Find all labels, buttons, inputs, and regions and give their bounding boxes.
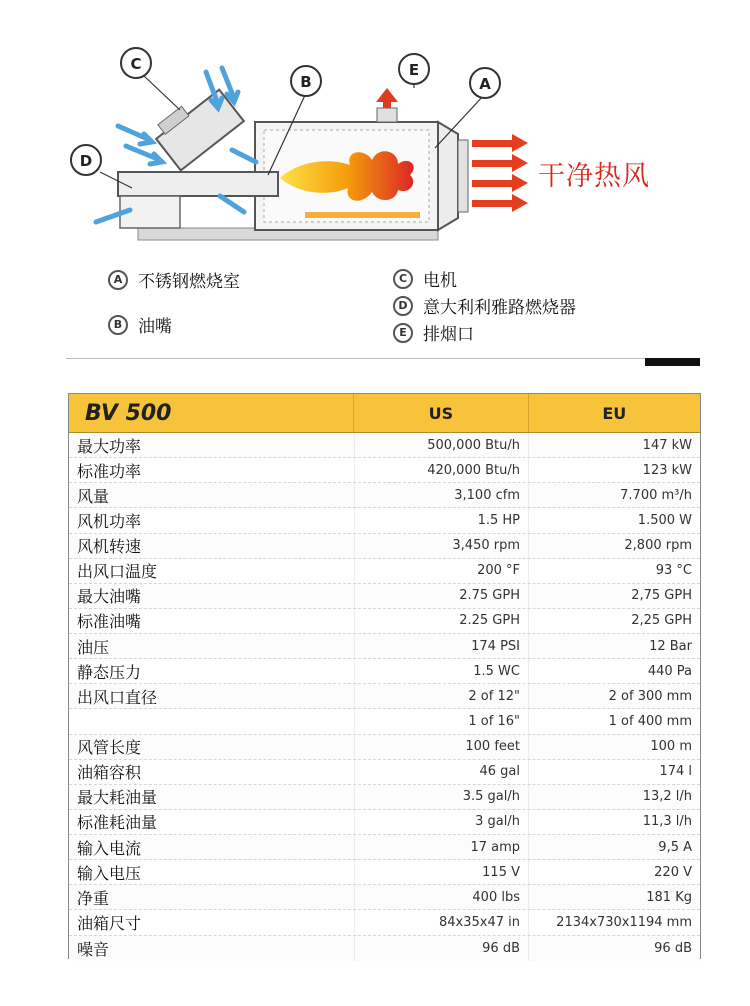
spec-value-us: 3.5 gal/h — [354, 785, 528, 809]
spec-label: 标准功率 — [77, 461, 142, 481]
spec-label: 静态压力 — [77, 662, 142, 682]
divider-tab — [645, 358, 700, 366]
table-row — [69, 634, 700, 659]
outlet-arrows — [472, 134, 528, 212]
spec-value-us: 3,100 cfm — [354, 483, 528, 507]
spec-value-eu: 1.500 W — [528, 508, 700, 532]
table-row — [69, 910, 700, 935]
legend-item-a — [108, 267, 240, 292]
legend-label: 油嘴 — [138, 317, 172, 337]
spec-value-eu: 123 kW — [528, 458, 700, 482]
spec-value-us: 100 feet — [354, 735, 528, 759]
spec-label: 最大耗油量 — [77, 788, 158, 808]
spec-value-eu: 440 Pa — [528, 659, 700, 683]
spec-value-eu: 100 m — [528, 735, 700, 759]
section-divider — [66, 358, 700, 359]
spec-value-us: 1.5 WC — [354, 659, 528, 683]
spec-label: 出风口直径 — [77, 687, 158, 707]
legend-label: 电机 — [423, 271, 457, 291]
callout-c — [121, 48, 151, 78]
table-row — [69, 534, 700, 559]
svg-text:A: A — [479, 75, 491, 93]
spec-value-eu: 2,75 GPH — [528, 584, 700, 608]
spec-value-us: 200 °F — [354, 559, 528, 583]
spec-label: 最大功率 — [77, 436, 142, 456]
table-row — [69, 584, 700, 609]
spec-value-eu: 11,3 l/h — [528, 810, 700, 834]
svg-text:D: D — [79, 152, 93, 170]
exhaust-port — [377, 108, 397, 122]
spec-value-eu: 2 of 300 mm — [528, 684, 700, 708]
svg-text:C: C — [130, 55, 142, 73]
legend-item-b — [108, 312, 172, 337]
table-row — [69, 785, 700, 810]
spec-value-us: 96 dB — [354, 936, 528, 961]
spec-label: 油压 — [77, 637, 110, 657]
spec-value-us: 46 gal — [354, 760, 528, 784]
table-row — [69, 810, 700, 835]
spec-value-us: 500,000 Btu/h — [354, 433, 528, 457]
spec-label: 净重 — [77, 888, 110, 908]
heater-diagram — [0, 0, 750, 260]
table-row — [69, 860, 700, 885]
burner-housing — [118, 172, 278, 196]
spec-value-eu: 174 l — [528, 760, 700, 784]
spec-value-us: 115 V — [354, 860, 528, 884]
table-row — [69, 609, 700, 634]
column-header-us: US — [353, 394, 527, 432]
table-row — [69, 559, 700, 584]
legend-label: 不锈钢燃烧室 — [138, 272, 240, 292]
spec-value-us: 84x35x47 in — [354, 910, 528, 934]
spec-label: 风机功率 — [77, 511, 142, 531]
legend-label: 排烟口 — [423, 325, 474, 345]
table-row — [69, 458, 700, 483]
spec-value-eu: 2,25 GPH — [528, 609, 700, 633]
spec-value-us: 400 lbs — [354, 885, 528, 909]
legend-badge: E — [393, 323, 413, 343]
spec-value-us: 3 gal/h — [354, 810, 528, 834]
legend-label: 意大利利雅路燃烧器 — [423, 298, 576, 318]
spec-label: 风量 — [77, 486, 110, 506]
table-row — [69, 760, 700, 785]
spec-value-us: 1 of 16" — [354, 709, 528, 733]
spec-label: 输入电流 — [77, 838, 142, 858]
legend-item-e — [393, 320, 474, 345]
spec-value-us: 2 of 12" — [354, 684, 528, 708]
spec-table-header — [69, 394, 700, 433]
spec-label: 油箱尺寸 — [77, 913, 142, 933]
spec-table-body — [69, 433, 700, 961]
column-header-eu: EU — [528, 394, 700, 432]
spec-label: 出风口温度 — [77, 562, 158, 582]
table-row — [69, 709, 700, 734]
spec-value-us: 17 amp — [354, 835, 528, 859]
table-row — [69, 483, 700, 508]
callout-e — [399, 54, 429, 84]
spec-value-eu: 2134x730x1194 mm — [528, 910, 700, 934]
spec-label: 风机转速 — [77, 537, 142, 557]
spec-value-eu: 220 V — [528, 860, 700, 884]
spec-label: 噪音 — [77, 939, 110, 959]
spec-value-eu: 13,2 l/h — [528, 785, 700, 809]
legend-badge: B — [108, 315, 128, 335]
table-row — [69, 885, 700, 910]
spec-value-eu: 147 kW — [528, 433, 700, 457]
legend-badge: D — [393, 296, 413, 316]
table-row — [69, 936, 700, 961]
legend-badge: A — [108, 270, 128, 290]
hot-air-label: 干净热风 — [538, 161, 650, 192]
spec-value-us: 1.5 HP — [354, 508, 528, 532]
spec-value-us: 420,000 Btu/h — [354, 458, 528, 482]
spec-value-eu: 2,800 rpm — [528, 534, 700, 558]
spec-label — [69, 709, 354, 733]
table-row — [69, 659, 700, 684]
spec-label: 标准油嘴 — [77, 612, 142, 632]
spec-value-eu: 96 dB — [528, 936, 700, 961]
spec-label: 风管长度 — [77, 738, 142, 758]
table-row — [69, 835, 700, 860]
legend-item-d — [393, 293, 576, 318]
model-name: BV 500 — [85, 400, 172, 426]
table-row — [69, 684, 700, 709]
outlet-nose — [438, 122, 458, 230]
spec-value-us: 2.25 GPH — [354, 609, 528, 633]
spec-value-us: 3,450 rpm — [354, 534, 528, 558]
legend-badge: C — [393, 269, 413, 289]
spec-value-us: 174 PSI — [354, 634, 528, 658]
table-row — [69, 433, 700, 458]
spec-label: 输入电压 — [77, 863, 142, 883]
spec-value-eu: 1 of 400 mm — [528, 709, 700, 733]
spec-value-eu: 93 °C — [528, 559, 700, 583]
spec-value-eu: 12 Bar — [528, 634, 700, 658]
spec-table — [68, 393, 701, 959]
table-row — [69, 508, 700, 533]
spec-value-eu: 7.700 m³/h — [528, 483, 700, 507]
table-row — [69, 735, 700, 760]
callout-b — [291, 66, 321, 96]
legend-item-c — [393, 266, 457, 291]
svg-text:E: E — [408, 61, 420, 79]
spec-label: 标准耗油量 — [77, 813, 158, 833]
spec-label: 油箱容积 — [77, 763, 142, 783]
svg-text:B: B — [300, 73, 312, 91]
spec-label: 最大油嘴 — [77, 587, 142, 607]
spec-value-us: 2.75 GPH — [354, 584, 528, 608]
spec-value-eu: 181 Kg — [528, 885, 700, 909]
callout-d — [71, 145, 101, 175]
callout-a — [470, 68, 500, 98]
spec-value-eu: 9,5 A — [528, 835, 700, 859]
